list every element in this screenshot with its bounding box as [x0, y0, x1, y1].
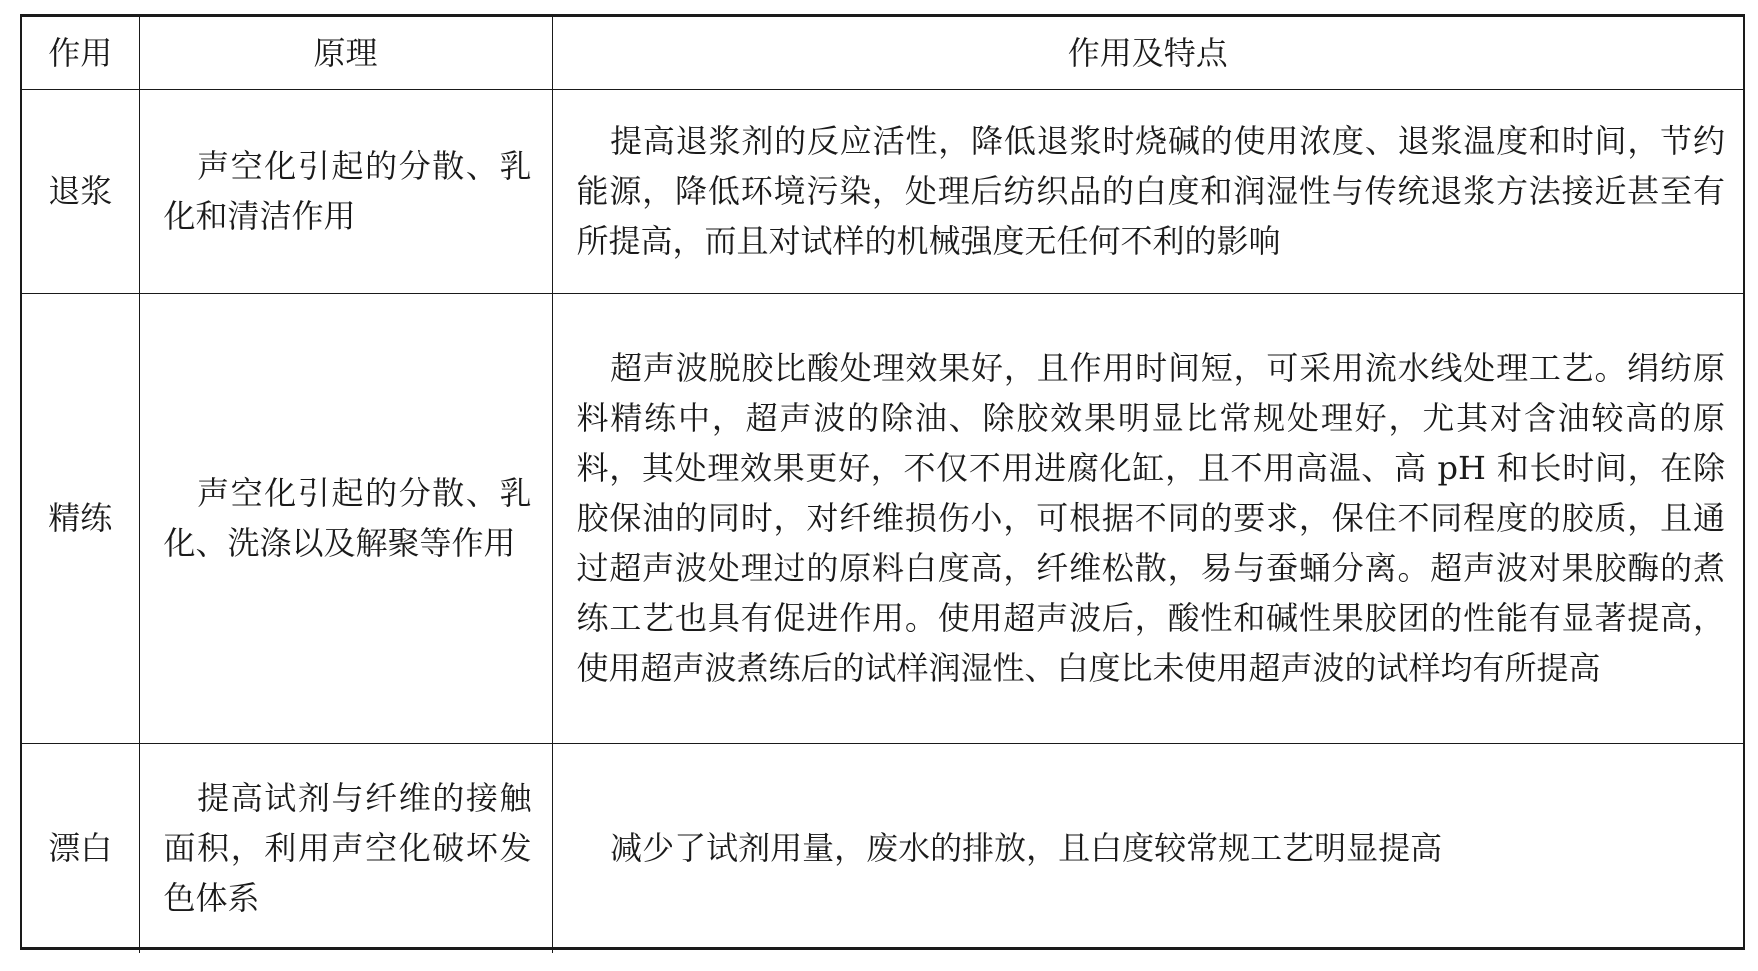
ultrasound-applications-table-wrapper — [20, 14, 1745, 950]
header-features: 作用及特点 — [552, 17, 1743, 89]
cell-principle: 声空化引起的分散、乳化、洗涤以及解聚等作用 — [139, 293, 552, 743]
table-header-row — [22, 17, 1743, 89]
cell-principle: 提高试剂与纤维的接触面积，利用声空化破坏发色体系 — [139, 743, 552, 953]
table-row — [22, 743, 1743, 953]
ultrasound-applications-table — [22, 17, 1743, 953]
header-function: 作用 — [22, 17, 139, 89]
header-principle: 原理 — [139, 17, 552, 89]
table-row — [22, 89, 1743, 293]
cell-features: 超声波脱胶比酸处理效果好，且作用时间短，可采用流水线处理工艺。绢纺原料精练中，超声波的除油、除胶效果明显比常规处理好，尤其对含油较高的原料，其处理效果更好，不仅不用进腐化缸，且不用高温、高 pH 和长时间，在除胶保油的同时，对纤维损伤小，可根据不同的要求，保住不同程度的胶质，且通过超声波处理过的原料白度高，纤维松散，易与蚕蛹分离。超声波对果胶酶的煮练工艺也具有促进作用。使用超声波后，酸性和碱性果胶团的性能有显著提高，使用超声波煮练后的试样润湿性、白度比未使用超声波的试样均有所提高 — [552, 293, 1743, 743]
table-row — [22, 293, 1743, 743]
cell-function: 精练 — [22, 293, 139, 743]
cell-principle: 声空化引起的分散、乳化和清洁作用 — [139, 89, 552, 293]
cell-features: 提高退浆剂的反应活性，降低退浆时烧碱的使用浓度、退浆温度和时间，节约能源，降低环境污染，处理后纺织品的白度和润湿性与传统退浆方法接近甚至有所提高，而且对试样的机械强度无任何不利的影响 — [552, 89, 1743, 293]
cell-function: 漂白 — [22, 743, 139, 953]
cell-function: 退浆 — [22, 89, 139, 293]
cell-features: 减少了试剂用量，废水的排放，且白度较常规工艺明显提高 — [552, 743, 1743, 953]
